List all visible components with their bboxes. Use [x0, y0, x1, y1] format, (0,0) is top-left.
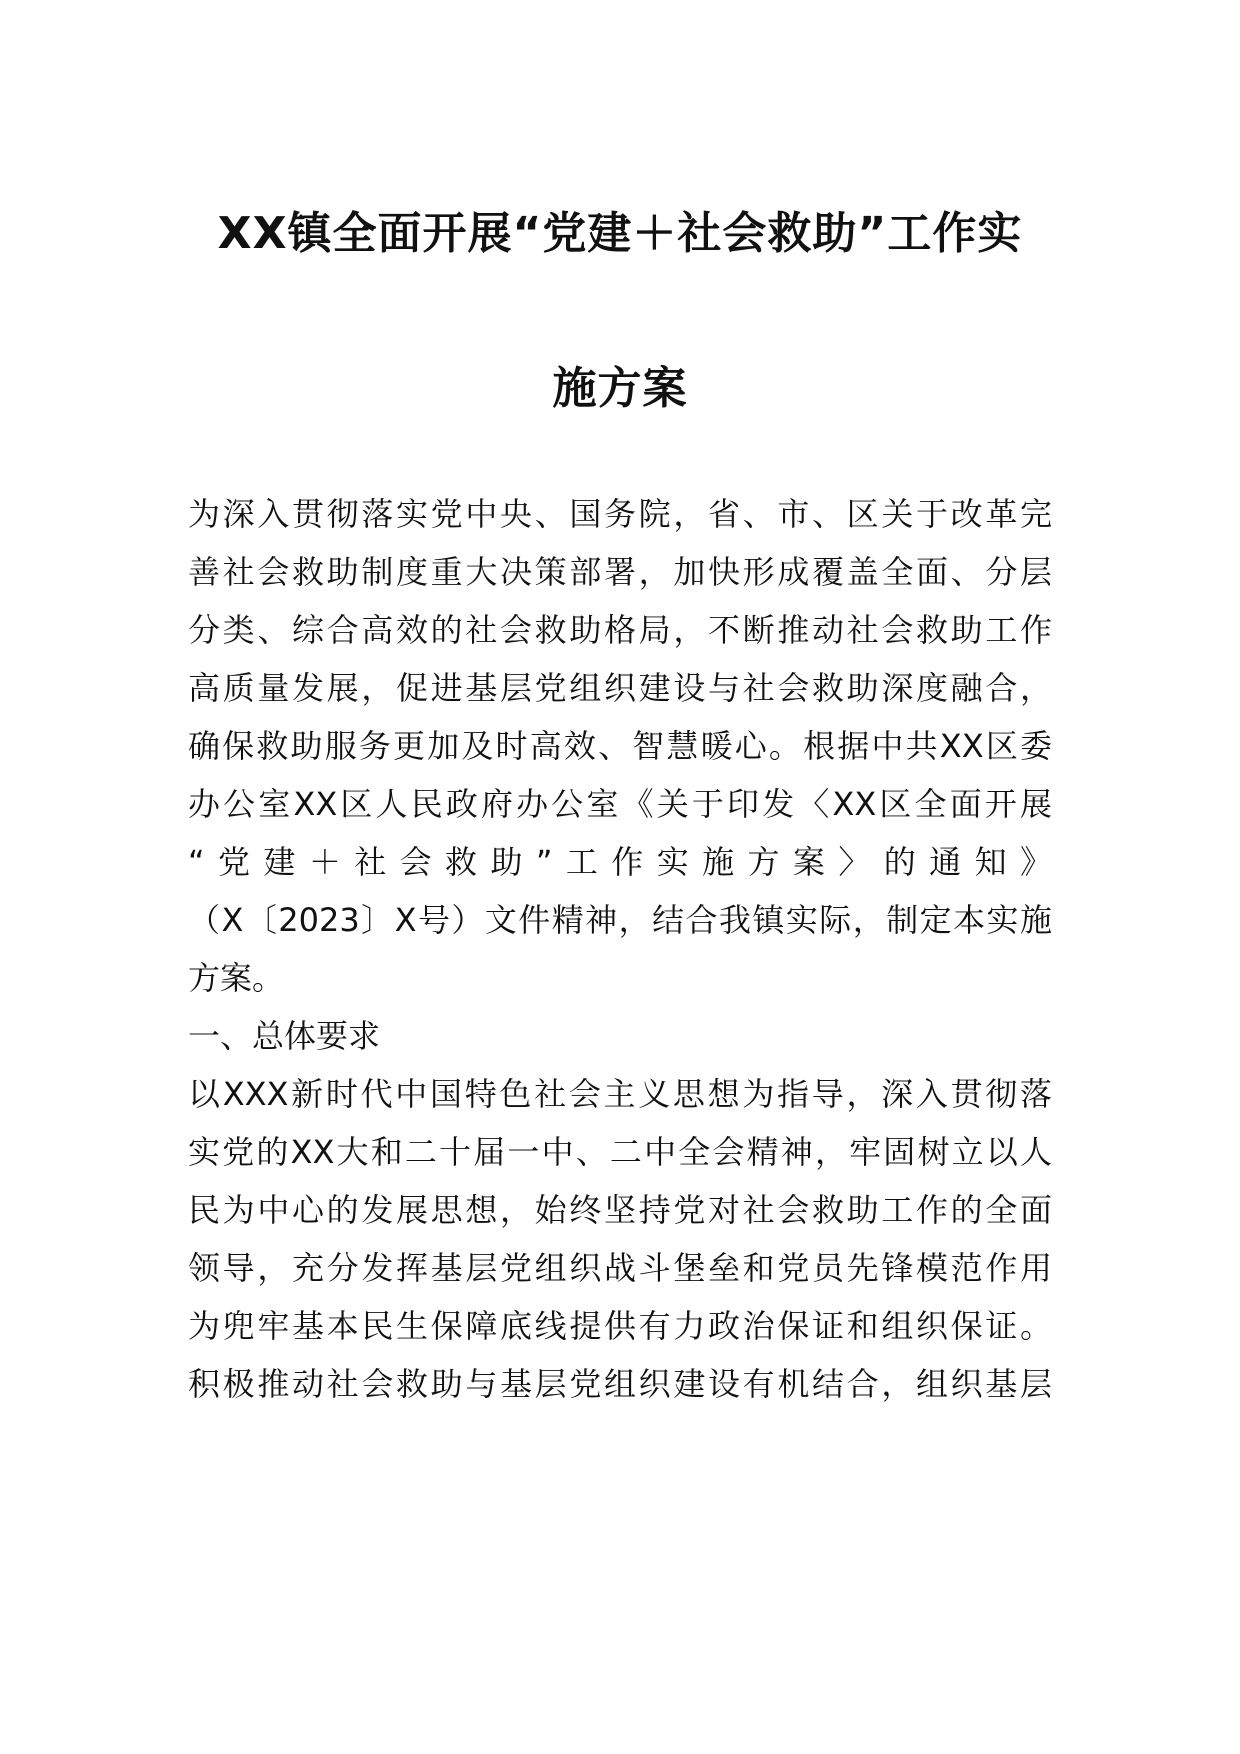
section-heading-1: 一、总体要求 [188, 1017, 381, 1055]
body-line-5: 确保救助服务更加及时高效、智慧暖心。根据中共XX区委 [188, 727, 1052, 765]
body-line-15: 为兜牢基本民生保障底线提供有力政治保证和组织保证。 [188, 1307, 1052, 1345]
body-line-3: 分类、综合高效的社会救助格局，不断推动社会救助工作 [188, 611, 1052, 649]
body-line-7: “党建＋社会救助”工作实施方案〉的通知》 [188, 843, 1052, 881]
document-title-line-1: XX镇全面开展“党建＋社会救助”工作实 [217, 208, 1023, 259]
body-line-8: （X〔2023〕X号）文件精神，结合我镇实际，制定本实施 [188, 901, 1052, 939]
body-line-1: 为深入贯彻落实党中央、国务院，省、市、区关于改革完 [188, 495, 1052, 533]
body-line-6: 办公室XX区人民政府办公室《关于印发〈XX区全面开展 [188, 785, 1052, 823]
body-line-9: 方案。 [188, 959, 285, 997]
body-line-13: 民为中心的发展思想，始终坚持党对社会救助工作的全面 [188, 1191, 1052, 1229]
body-line-11: 以XXX新时代中国特色社会主义思想为指导，深入贯彻落 [188, 1075, 1052, 1113]
body-line-12: 实党的XX大和二十届一中、二中全会精神，牢固树立以人 [188, 1133, 1052, 1171]
body-line-4: 高质量发展，促进基层党组织建设与社会救助深度融合， [188, 669, 1052, 707]
body-line-14: 领导，充分发挥基层党组织战斗堡垒和党员先锋模范作用 [188, 1249, 1052, 1287]
document-title-line-2: 施方案 [552, 363, 688, 414]
body-line-2: 善社会救助制度重大决策部署，加快形成覆盖全面、分层 [188, 553, 1052, 591]
body-line-16: 积极推动社会救助与基层党组织建设有机结合，组织基层 [188, 1365, 1052, 1403]
